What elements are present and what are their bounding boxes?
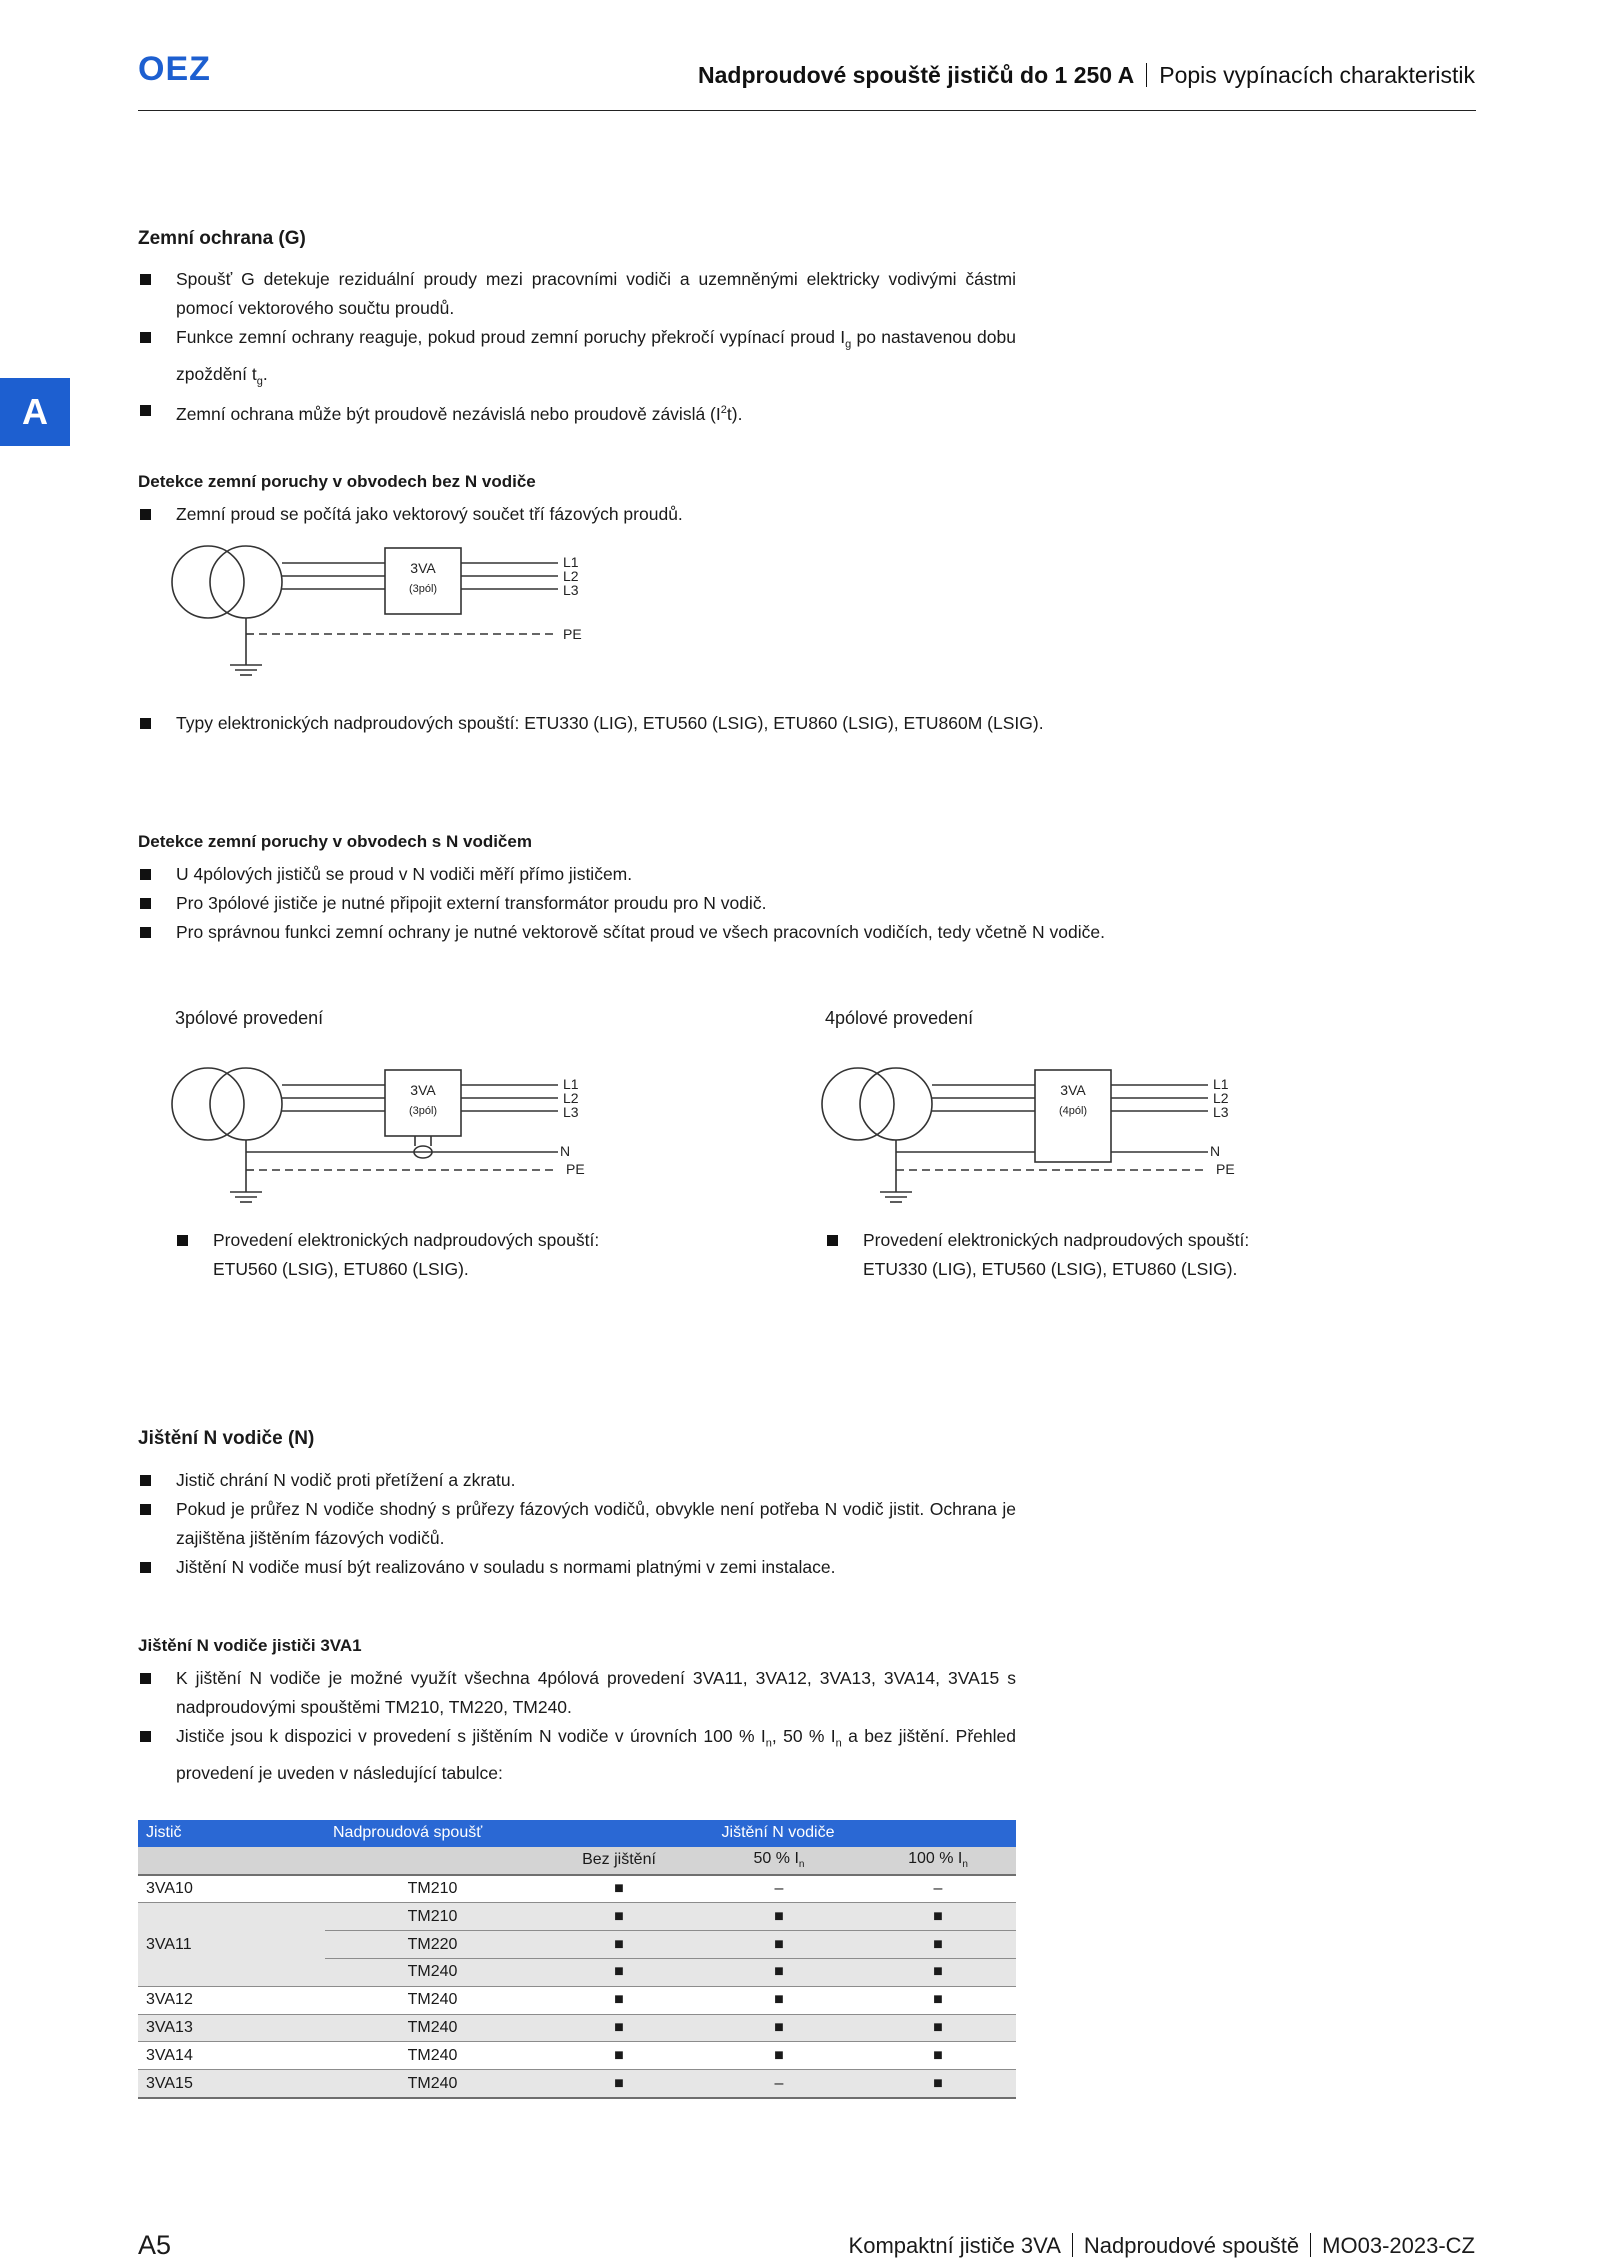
header-separator bbox=[1146, 63, 1147, 87]
table-subheader-row bbox=[138, 1847, 1016, 1875]
list-item: Pro 3pólové jističe je nutné připojit externí transformátor proudu pro N vodič. bbox=[138, 889, 1288, 918]
header-100: 100 % $I_n$ bbox=[860, 1847, 1016, 1875]
list-item: Jištění N vodiče musí být realizováno v souladu s normami platnými v zemi instalace. bbox=[138, 1553, 1016, 1582]
table-header-row bbox=[138, 1820, 1016, 1847]
table-row bbox=[138, 1875, 1016, 1903]
label-l2: L2 bbox=[563, 568, 579, 584]
cell-breaker: 3VA11 bbox=[138, 1903, 325, 1986]
diagram-box-sub: (3pól) bbox=[408, 1105, 438, 1117]
cell-bez: ■ bbox=[540, 1958, 698, 1986]
cell-50: – bbox=[698, 2070, 860, 2098]
header-n-protection: Jištění N vodiče bbox=[540, 1820, 1016, 1847]
header-rule bbox=[138, 110, 1476, 111]
footer-info bbox=[849, 2233, 1475, 2259]
label-l1: L1 bbox=[563, 1076, 579, 1092]
cell-bez: ■ bbox=[540, 2070, 698, 2098]
header-without: Bez jištění bbox=[540, 1847, 698, 1875]
section-heading-n: Jištění N vodiče (N) bbox=[138, 1428, 315, 1449]
header-title-rest: Popis vypínacích charakteristik bbox=[1159, 62, 1475, 88]
cell-trip: TM210 bbox=[325, 1903, 540, 1931]
diagram-box-label: 3VA bbox=[410, 560, 436, 576]
cell-bez: ■ bbox=[540, 2042, 698, 2070]
table-row bbox=[138, 2042, 1016, 2070]
cell-trip: TM240 bbox=[325, 1986, 540, 2014]
section-tab: A bbox=[0, 378, 70, 446]
label-pe: PE bbox=[563, 626, 582, 642]
diagram-3pol-no-n bbox=[150, 530, 610, 685]
label-l2: L2 bbox=[563, 1090, 579, 1106]
table-row bbox=[138, 2070, 1016, 2098]
cell-100: ■ bbox=[860, 2070, 1016, 2098]
list-item: Zemní proud se počítá jako vektorový součet tří fázových proudů. bbox=[138, 500, 1016, 529]
footer-part2: Nadproudové spouště bbox=[1083, 2233, 1300, 2258]
bullet-list-n bbox=[138, 1466, 1016, 1582]
label-l1: L1 bbox=[563, 554, 579, 570]
header-trip-unit: Nadproudová spoušť bbox=[325, 1820, 540, 1847]
cell-breaker: 3VA10 bbox=[138, 1875, 325, 1903]
list-item: Typy elektronických nadproudových spouští: ETU330 (LIG), ETU560 (LSIG), ETU860 (LSIG), ETU860M (LSIG). bbox=[138, 709, 1238, 738]
cell-breaker: 3VA13 bbox=[138, 2014, 325, 2042]
cell-50: – bbox=[698, 1875, 860, 1903]
footer-part1: Kompaktní jističe 3VA bbox=[848, 2233, 1061, 2258]
cell-breaker: 3VA12 bbox=[138, 1986, 325, 2014]
bullet-list-3va1 bbox=[138, 1664, 1016, 1788]
table-row bbox=[138, 1903, 1016, 1931]
bullet-list-with-n bbox=[138, 860, 1288, 947]
cell-breaker: 3VA14 bbox=[138, 2042, 325, 2070]
cell-bez: ■ bbox=[540, 1986, 698, 2014]
list-item: Jističe jsou k dispozici v provedení s jištěním N vodiče v úrovních 100 % $I_n$, 50 % $I_n$ a bez jištění. Přehled provedení je uveden v následující tabulce: bbox=[138, 1722, 1016, 1788]
list-item: K jištění N vodiče je možné využít všechna 4pólová provedení 3VA11, 3VA12, 3VA13, 3VA14, 3VA15 s nadproudovými spouštěmi TM210, TM220, TM240. bbox=[138, 1664, 1016, 1722]
label-l3: L3 bbox=[563, 582, 579, 598]
bullet-list-no-n bbox=[138, 500, 1016, 529]
cell-bez: ■ bbox=[540, 1903, 698, 1931]
page-header-title bbox=[698, 62, 1475, 89]
list-item: Provedení elektronických nadproudových spouští: ETU560 (LSIG), ETU860 (LSIG). bbox=[175, 1226, 655, 1284]
label-pe: PE bbox=[1216, 1161, 1235, 1177]
cell-100: ■ bbox=[860, 2014, 1016, 2042]
note-3pol bbox=[175, 1226, 655, 1284]
cell-bez: ■ bbox=[540, 1931, 698, 1959]
cell-50: ■ bbox=[698, 1986, 860, 2014]
cell-100: ■ bbox=[860, 1931, 1016, 1959]
section-heading-with-n: Detekce zemní poruchy v obvodech s N vodičem bbox=[138, 832, 532, 851]
n-protection-table bbox=[138, 1820, 1016, 2099]
label-l2: L2 bbox=[1213, 1090, 1229, 1106]
label-l1: L1 bbox=[1213, 1076, 1229, 1092]
list-item: Provedení elektronických nadproudových spouští: ETU330 (LIG), ETU560 (LSIG), ETU860 (LSIG). bbox=[825, 1226, 1305, 1284]
cell-trip: TM240 bbox=[325, 2042, 540, 2070]
table-row bbox=[138, 1986, 1016, 2014]
cell-trip: TM240 bbox=[325, 2014, 540, 2042]
cell-100: ■ bbox=[860, 1903, 1016, 1931]
cell-50: ■ bbox=[698, 1958, 860, 1986]
label-l3: L3 bbox=[563, 1104, 579, 1120]
diagram-box-label: 3VA bbox=[1060, 1082, 1086, 1098]
cell-bez: ■ bbox=[540, 2014, 698, 2042]
header-title-bold: Nadproudové spouště jističů do 1 250 A bbox=[698, 62, 1135, 88]
caption-4pol: 4pólové provedení bbox=[825, 1008, 974, 1028]
cell-100: ■ bbox=[860, 1986, 1016, 2014]
cell-trip: TM210 bbox=[325, 1875, 540, 1903]
list-item: Pokud je průřez N vodiče shodný s průřezy fázových vodičů, obvykle není potřeba N vodič jistit. Ochrana je zajištěna jištěním fázových vodičů. bbox=[138, 1495, 1016, 1553]
label-n: N bbox=[560, 1143, 571, 1159]
diagram-3pol-with-n bbox=[150, 1052, 610, 1212]
list-item: Zemní ochrana může být proudově nezávislá nebo proudově závislá $(I^2t)$. bbox=[138, 396, 1016, 429]
header-50: 50 % $I_n$ bbox=[698, 1847, 860, 1875]
table-row bbox=[138, 2014, 1016, 2042]
diagram-box-sub: (4pól) bbox=[1058, 1105, 1088, 1117]
footer-separator bbox=[1310, 2233, 1311, 2257]
cell-100: ■ bbox=[860, 2042, 1016, 2070]
section-heading-3va1: Jištění N vodiče jističi 3VA1 bbox=[138, 1636, 362, 1655]
bullet-list-etu-types bbox=[138, 709, 1238, 738]
cell-trip: TM240 bbox=[325, 1958, 540, 1986]
caption-3pol: 3pólové provedení bbox=[175, 1008, 324, 1028]
page-number: A5 bbox=[138, 2230, 172, 2260]
section-heading-g: Zemní ochrana (G) bbox=[138, 228, 306, 249]
list-item: U 4pólových jističů se proud v N vodiči měří přímo jističem. bbox=[138, 860, 1288, 889]
cell-50: ■ bbox=[698, 1931, 860, 1959]
cell-50: ■ bbox=[698, 1903, 860, 1931]
footer-part3: MO03-2023-CZ bbox=[1322, 2233, 1475, 2258]
list-item: Funkce zemní ochrany reaguje, pokud proud zemní poruchy překročí vypínací proud $I_g$ po nastavenou dobu zpoždění $t_g$. bbox=[138, 323, 1016, 396]
header-breaker: Jistič bbox=[138, 1820, 325, 1847]
oez-logo: OEZ bbox=[138, 50, 211, 88]
note-4pol bbox=[825, 1226, 1305, 1284]
cell-breaker: 3VA15 bbox=[138, 2070, 325, 2098]
cell-100: ■ bbox=[860, 1958, 1016, 1986]
label-l3: L3 bbox=[1213, 1104, 1229, 1120]
label-pe: PE bbox=[566, 1161, 585, 1177]
cell-50: ■ bbox=[698, 2042, 860, 2070]
diagram-4pol-with-n bbox=[800, 1052, 1260, 1212]
diagram-box-label: 3VA bbox=[410, 1082, 436, 1098]
list-item: Spoušť G detekuje reziduální proudy mezi pracovními vodiči a uzemněnými elektricky vodivými částmi pomocí vektorového součtu proudů. bbox=[138, 265, 1016, 323]
section-heading-no-n: Detekce zemní poruchy v obvodech bez N vodiče bbox=[138, 472, 536, 491]
list-item: Pro správnou funkci zemní ochrany je nutné vektorově sčítat proud ve všech pracovních vodičích, tedy včetně N vodiče. bbox=[138, 918, 1288, 947]
diagram-box-sub: (3pól) bbox=[408, 583, 438, 595]
cell-trip: TM220 bbox=[325, 1931, 540, 1959]
footer-separator bbox=[1072, 2233, 1073, 2257]
cell-bez: ■ bbox=[540, 1875, 698, 1903]
label-n: N bbox=[1210, 1143, 1221, 1159]
cell-50: ■ bbox=[698, 2014, 860, 2042]
bullet-list-g bbox=[138, 265, 1016, 429]
cell-100: – bbox=[860, 1875, 1016, 1903]
list-item: Jistič chrání N vodič proti přetížení a zkratu. bbox=[138, 1466, 1016, 1495]
cell-trip: TM240 bbox=[325, 2070, 540, 2098]
